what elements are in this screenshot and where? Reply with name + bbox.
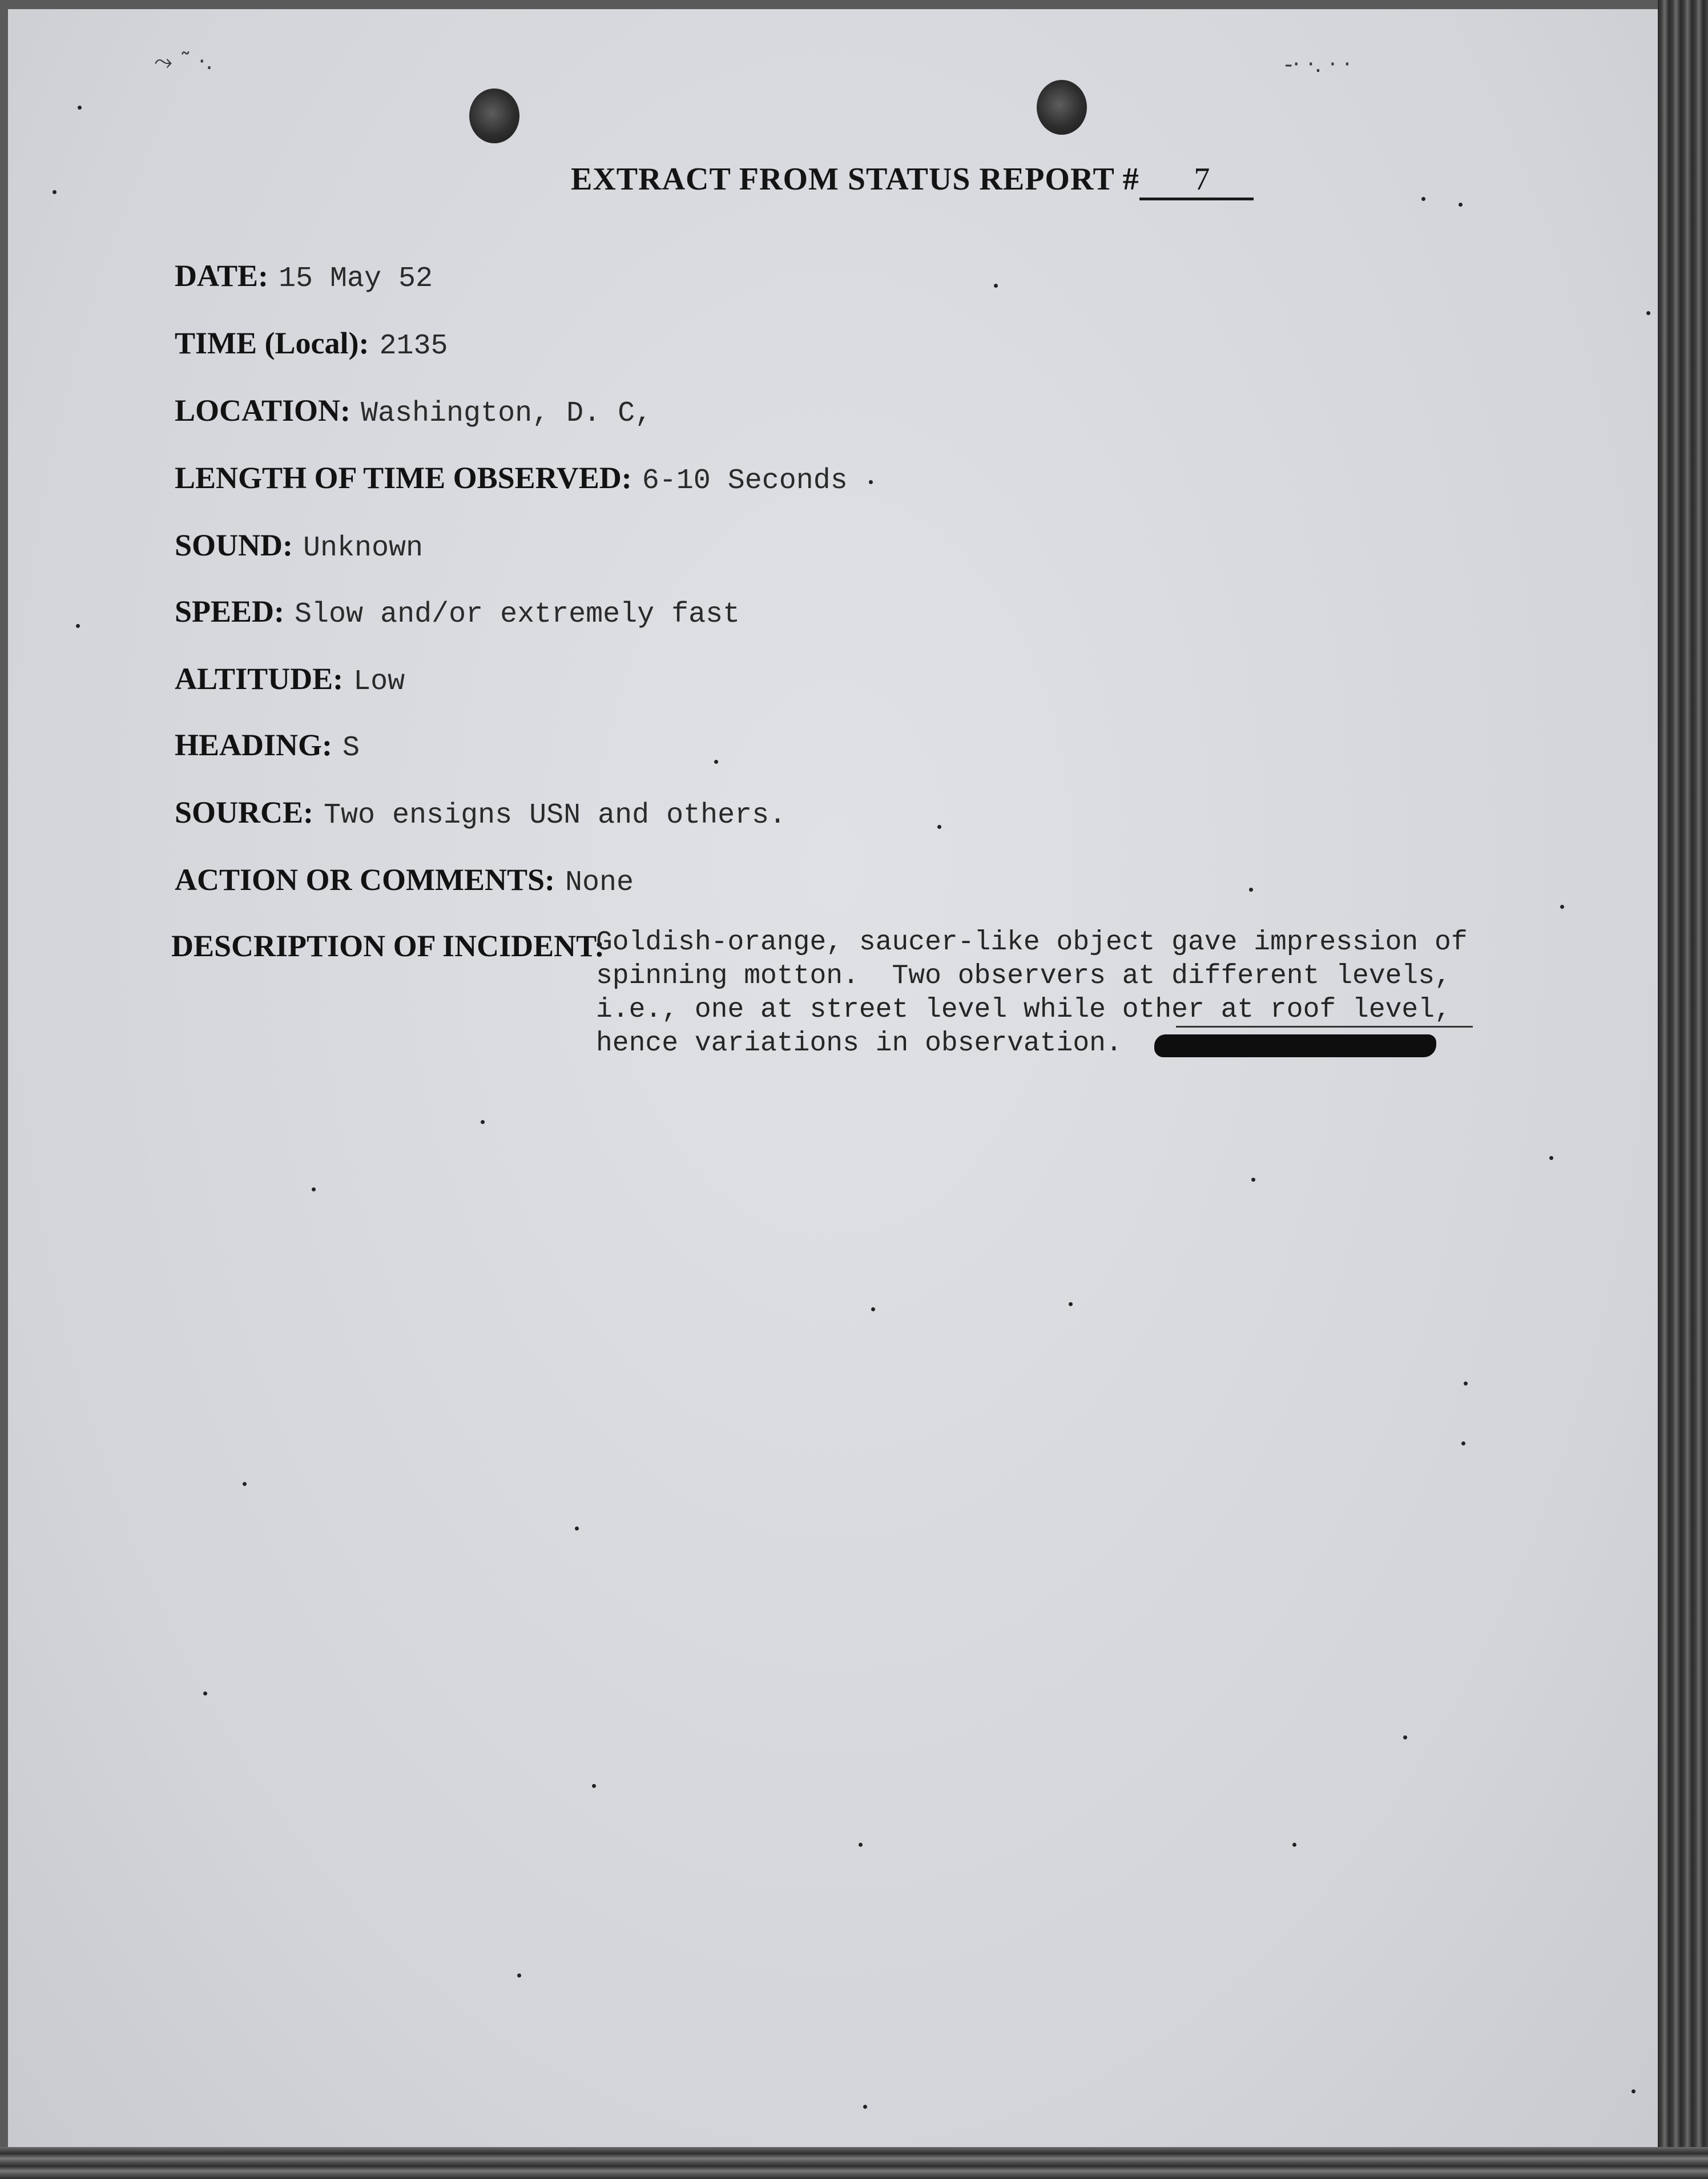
dust-speck (863, 2105, 867, 2109)
field-speed (175, 594, 740, 631)
dust-speck (481, 1120, 485, 1124)
dust-speck (1459, 203, 1463, 207)
field-length-observed-label: LENGTH OF TIME OBSERVED: (175, 461, 632, 495)
report-title-text: EXTRACT FROM STATUS REPORT # (571, 162, 1139, 197)
dust-speck (1549, 1156, 1553, 1160)
description-label: DESCRIPTION OF INCIDENT: (171, 929, 605, 963)
dust-speck (1249, 888, 1253, 892)
scan-edge-right (1658, 0, 1708, 2179)
field-altitude-value: Low (353, 666, 405, 698)
description-line: i.e., one at street level while other at roof level, (596, 994, 1451, 1025)
dust-speck (1403, 1735, 1407, 1739)
field-heading (175, 727, 360, 764)
dust-speck (53, 190, 57, 194)
dust-speck (78, 106, 82, 110)
dust-speck (517, 1973, 521, 1977)
dust-speck (859, 1843, 863, 1847)
field-altitude (175, 661, 405, 698)
field-speed-label: SPEED: (175, 594, 285, 629)
scan-edge-bottom (0, 2147, 1708, 2179)
field-source-label: SOURCE: (175, 795, 314, 829)
field-action-comments-value: None (565, 867, 634, 899)
field-time-label: TIME (Local): (175, 326, 369, 360)
description-line: hence variations in observation. (596, 1028, 1122, 1059)
dust-speck (1292, 1843, 1296, 1847)
field-location-value: Washington, D. C, (361, 397, 652, 430)
dust-speck (1560, 905, 1564, 909)
field-length-observed-value: 6-10 Seconds (642, 465, 848, 497)
punch-hole-left (469, 88, 519, 143)
field-sound-label: SOUND: (175, 528, 293, 562)
handwritten-underline (1176, 1026, 1473, 1028)
field-date-label: DATE: (175, 259, 269, 293)
dust-speck (1632, 2089, 1636, 2093)
field-heading-value: S (343, 732, 360, 764)
field-time (175, 325, 448, 363)
dust-speck (1464, 1381, 1468, 1385)
report-number: 7 (1139, 161, 1254, 200)
field-date (175, 258, 433, 295)
dust-speck (714, 760, 718, 764)
field-speed-value: Slow and/or extremely fast (295, 598, 740, 631)
field-heading-label: HEADING: (175, 728, 333, 762)
field-length-observed (175, 460, 848, 497)
dust-speck (76, 624, 80, 628)
field-location-label: LOCATION: (175, 393, 351, 428)
dust-speck (575, 1526, 579, 1530)
punch-hole-right (1037, 80, 1087, 135)
field-altitude-label: ALTITUDE: (175, 662, 344, 696)
field-time-value: 2135 (379, 330, 448, 363)
dust-speck (869, 480, 873, 484)
field-action-comments-label: ACTION OR COMMENTS: (175, 863, 555, 897)
dust-speck (937, 825, 941, 829)
dust-speck (1069, 1302, 1073, 1306)
dust-speck (312, 1187, 316, 1191)
dust-speck (994, 284, 998, 288)
field-action-comments (175, 862, 634, 899)
dust-speck (203, 1691, 207, 1695)
description-line: Goldish-orange, saucer-like object gave impression of (596, 927, 1468, 958)
dust-speck (1251, 1178, 1255, 1182)
field-location (175, 393, 652, 430)
dust-speck (871, 1307, 875, 1311)
description-line: spinning motton. Two observers at different levels, (596, 961, 1451, 992)
dust-speck (1421, 197, 1425, 201)
dust-speck (1646, 311, 1650, 315)
corner-mark-right: -· ·. · · (1284, 51, 1351, 78)
field-source-value: Two ensigns USN and others. (324, 799, 787, 832)
dust-speck (243, 1482, 247, 1486)
field-date-value: 15 May 52 (279, 263, 433, 295)
report-title (571, 161, 1254, 200)
dust-speck (592, 1784, 596, 1788)
field-source (175, 795, 786, 832)
field-sound-value: Unknown (303, 532, 424, 565)
corner-mark-left: ⤳ ˜ ·. (154, 49, 213, 75)
field-sound (175, 527, 423, 565)
redaction-mark (1154, 1034, 1436, 1057)
dust-speck (1461, 1441, 1465, 1445)
